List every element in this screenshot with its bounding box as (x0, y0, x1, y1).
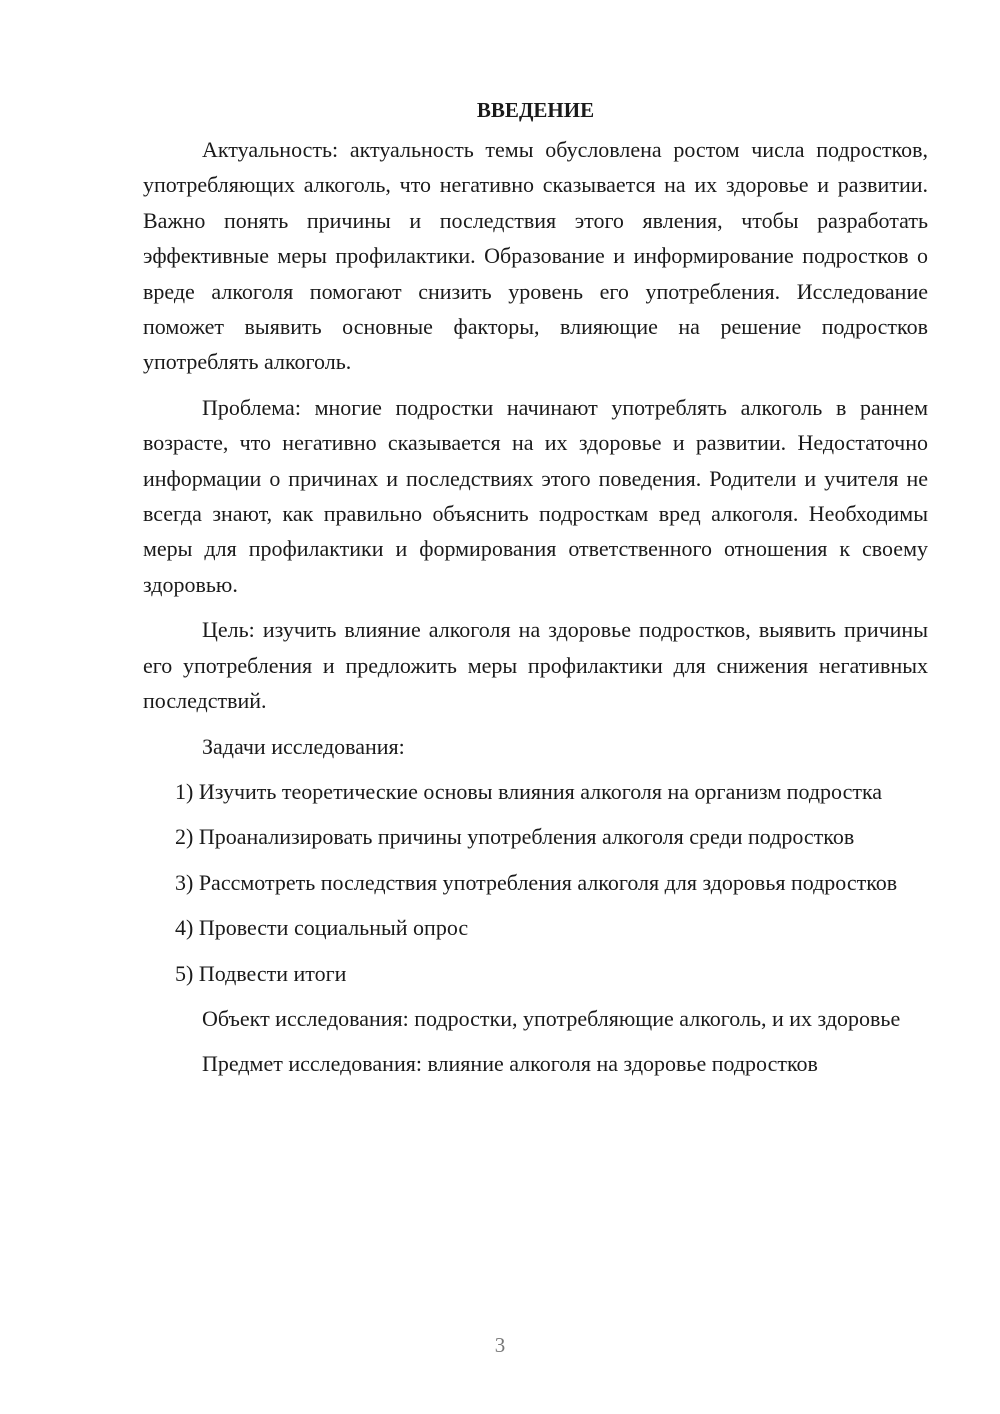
list-item: 4) Провести социальный опрос (175, 915, 469, 941)
paragraph-relevance: Актуальность: актуальность темы обусловлена ростом числа подростков, употребляющих алкоголь, что негативно сказывается на их здоровье и развитии. Важно понять причины и последствия этого явления, чтобы разработать эффективные меры профилактики. Образование и информирование подростков о вреде алкоголя помогают снизить уровень его употребления. Исследование поможет выявить основные факторы, влияющие на решение подростков употреблять алкоголь. (143, 137, 928, 375)
paragraph-subject: Предмет исследования: влияние алкоголя на здоровье подростков (202, 1051, 818, 1077)
section-title: ВВЕДЕНИЕ (476, 98, 595, 122)
paragraph-object: Объект исследования: подростки, употребляющие алкоголь, и их здоровье (202, 1005, 901, 1031)
list-item: 3) Рассмотреть последствия употребления алкоголя для здоровья подростков (175, 869, 898, 895)
document-page (143, 95, 928, 1092)
tasks-heading: Задачи исследования: (202, 733, 405, 759)
page-number: 3 (494, 1333, 506, 1357)
list-item: 1) Изучить теоретические основы влияния алкоголя на организм подростка (175, 778, 883, 804)
list-item: 2) Проанализировать причины употребления алкоголя среди подростков (175, 824, 855, 850)
paragraph-goal: Цель: изучить влияние алкоголя на здоровье подростков, выявить причины его употребления и предложить меры профилактики для снижения негативных последствий. (143, 617, 928, 714)
tasks-list (143, 774, 928, 991)
list-item: 5) Подвести итоги (175, 960, 347, 986)
paragraph-problem: Проблема: многие подростки начинают употреблять алкоголь в раннем возрасте, что негативно сказывается на их здоровье и развитии. Недостаточно информации о причинах и последствиях этого поведения. Родители и учителя не всегда знают, как правильно объяснить подросткам вред алкоголя. Необходимы меры для профилактики и формирования ответственного отношения к своему здоровью. (143, 394, 928, 597)
